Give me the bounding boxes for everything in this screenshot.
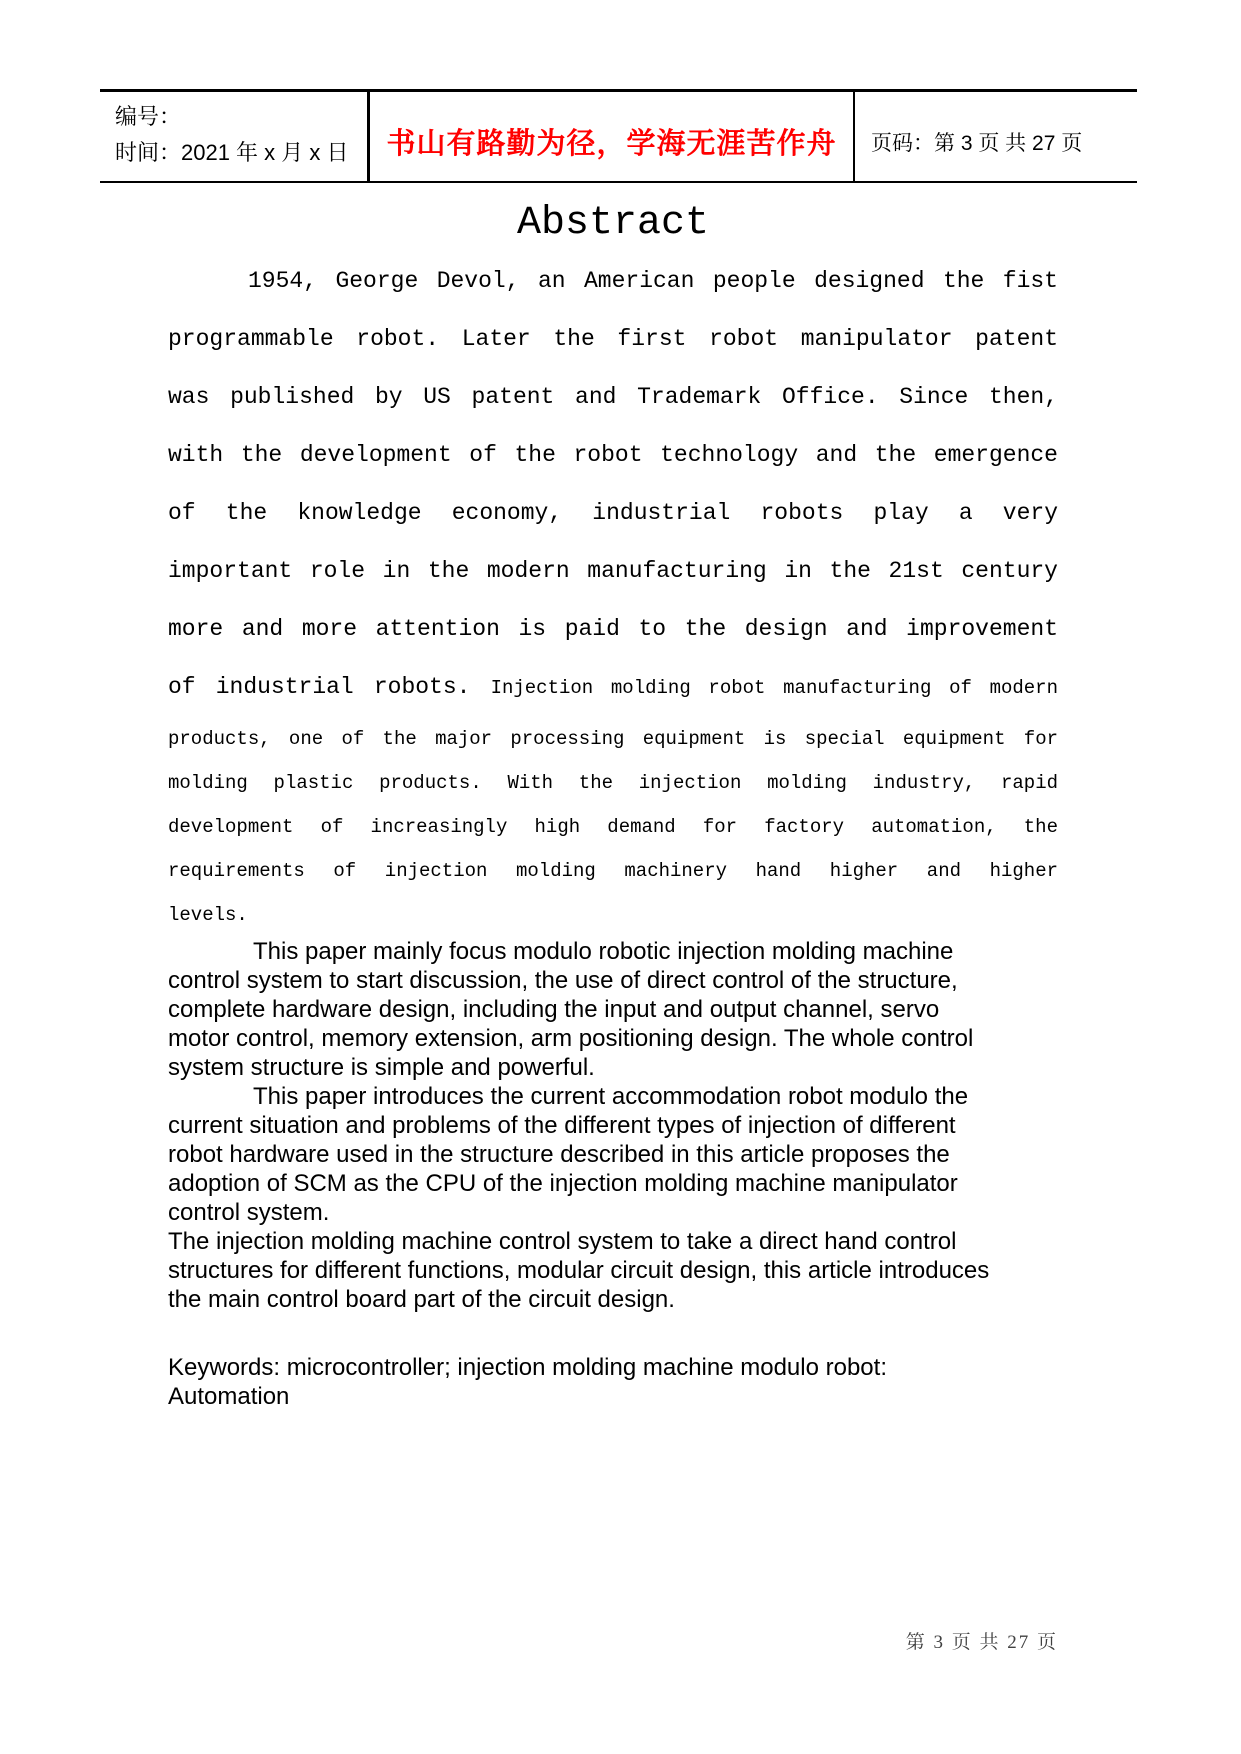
paragraph (168, 1227, 1058, 1314)
paragraph-line: control system. (168, 1199, 330, 1226)
abstract-line: more and more attention is paid to the design and improvement (168, 616, 1058, 642)
header-table (100, 89, 1137, 183)
keywords-line: Keywords: microcontroller; injection molding machine modulo robot: (168, 1354, 887, 1381)
header-cell-page (855, 92, 1137, 181)
keywords-block (168, 1353, 1058, 1411)
header-cell-number-date (100, 92, 367, 181)
abstract-line: development of increasingly high demand for factory automation, the (168, 816, 1058, 838)
paragraph-line: complete hardware design, including the input and output channel, servo (168, 996, 940, 1023)
paragraph (168, 1082, 1058, 1227)
paragraph-line: This paper mainly focus modulo robotic injection molding machine (253, 938, 954, 965)
paragraph-line: motor control, memory extension, arm positioning design. The whole control (168, 1025, 974, 1052)
paragraph (168, 937, 1058, 1082)
abstract-line-small-part: Injection molding robot manufacturing of modern (490, 677, 1058, 699)
abstract-line: requirements of injection molding machinery hand higher and higher (168, 860, 1058, 882)
paragraph-line: control system to start discussion, the use of direct control of the structure, (168, 967, 958, 994)
abstract-line: 1954, George Devol, an American people designed the fist (248, 268, 1058, 294)
paragraph-line: the main control board part of the circuit design. (168, 1286, 675, 1313)
paragraph-line: structures for different functions, modular circuit design, this article introduces (168, 1257, 990, 1284)
page-number-label: 页码：第 3 页 共 27 页 (871, 131, 1083, 155)
abstract-line: with the development of the robot technology and the emergence (168, 442, 1058, 468)
footer-page-number: 第 3 页 共 27 页 (905, 1632, 1058, 1653)
paragraph-line: current situation and problems of the different types of injection of different (168, 1112, 956, 1139)
keywords-line: Automation (168, 1383, 290, 1410)
paragraph-line: system structure is simple and powerful. (168, 1054, 595, 1081)
abstract-line: important role in the modern manufacturing in the 21st century (168, 558, 1058, 584)
abstract-line: of the knowledge economy, industrial robots play a very (168, 500, 1058, 526)
paragraph-line: The injection molding machine control system to take a direct hand control (168, 1228, 957, 1255)
doc-date-label: 时间：2021 年 x 月 x 日 (115, 140, 349, 165)
abstract-line-mixed (168, 658, 1058, 717)
page-title: Abstract (516, 201, 710, 246)
abstract-line: products, one of the major processing equipment is special equipment for (168, 728, 1058, 750)
motto-text: 书山有路勤为径，学海无涯苦作舟 (386, 128, 837, 160)
paragraph-line: robot hardware used in the structure described in this article proposes the (168, 1141, 950, 1168)
abstract-last-line: levels. (168, 904, 248, 926)
doc-number-label: 编号： (115, 104, 182, 129)
header-cell-motto (367, 92, 855, 181)
abstract-body (168, 252, 1058, 1411)
paragraph-line: This paper introduces the current accommodation robot modulo the (253, 1083, 969, 1110)
abstract-line: molding plastic products. With the injection molding industry, rapid (168, 772, 1058, 794)
abstract-line: was published by US patent and Trademark Office. Since then, (168, 384, 1058, 410)
abstract-line: programmable robot. Later the first robot manipulator patent (168, 326, 1058, 352)
abstract-line-big-part: of industrial robots. (168, 674, 471, 700)
paragraph-line: adoption of SCM as the CPU of the injection molding machine manipulator (168, 1170, 958, 1197)
